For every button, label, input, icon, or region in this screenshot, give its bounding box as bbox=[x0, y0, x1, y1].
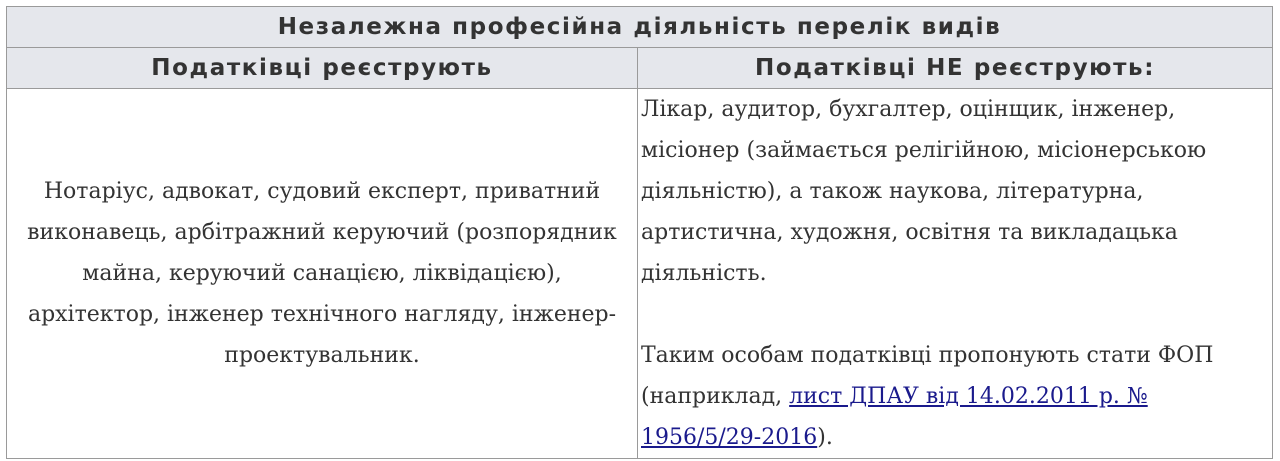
professions-table bbox=[6, 6, 1273, 459]
table-title: Незалежна професійна діяльність перелік видів bbox=[7, 7, 1273, 48]
table-row bbox=[7, 89, 1273, 459]
not-registered-professions-cell bbox=[638, 89, 1273, 459]
not-registered-professions-text: Лікар, аудитор, бухгалтер, оцінщик, інженер, місіонер (займається релігійною, місіонерською діяльністю), а також наукова, літературна, артистична, художня, освітня та викладацька діяльність. bbox=[641, 97, 1207, 286]
fop-recommendation-prefix: Таким особам податківці пропонують стати ФОП (наприклад, bbox=[641, 343, 1214, 409]
fop-recommendation-text bbox=[641, 335, 1272, 458]
column-header-registered: Податківці реєструють bbox=[7, 48, 638, 89]
paragraph-spacer bbox=[641, 294, 1272, 335]
dpau-letter-link[interactable]: лист ДПАУ від 14.02.2011 р. № 1956/5/29-2016 bbox=[641, 384, 1148, 450]
column-header-not-registered: Податківці НЕ реєструють: bbox=[638, 48, 1273, 89]
table-title-row bbox=[7, 7, 1273, 48]
fop-recommendation-suffix: ). bbox=[817, 425, 833, 450]
registered-professions-cell: Нотаріус, адвокат, судовий експерт, приватний виконавець, арбітражний керуючий (розпорядник майна, керуючий санацією, ліквідацією), архітектор, інженер технічного нагляду, інженер-проектувальник. bbox=[7, 89, 638, 459]
table-header-row bbox=[7, 48, 1273, 89]
